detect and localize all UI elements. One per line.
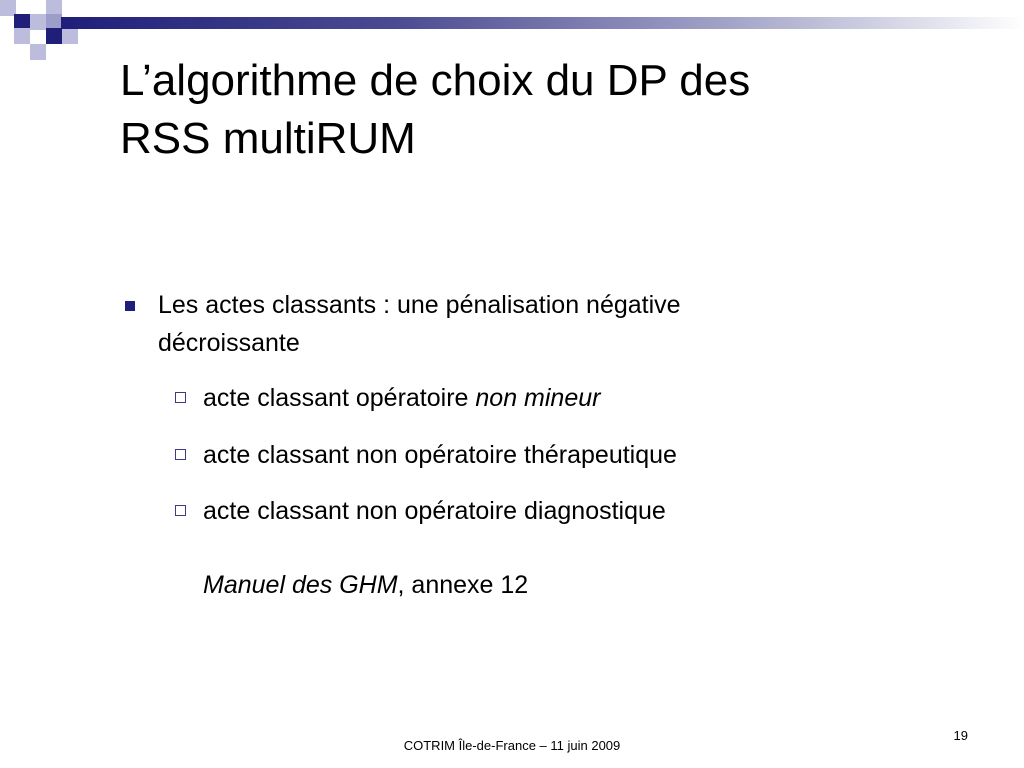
bullet-text [158, 286, 880, 362]
slide-footer: COTRIM Île-de-France – 11 juin 2009 [403, 738, 621, 753]
subbullet-text-plain: acte classant opératoire [203, 384, 476, 412]
corner-deco-square [30, 44, 46, 60]
reference-note [203, 570, 528, 600]
square-bullet-icon [125, 301, 135, 311]
reference-suffix: , annexe 12 [397, 571, 529, 599]
page-number: 19 [953, 728, 968, 743]
slide-title-line: RSS multiRUM [120, 114, 416, 163]
corner-deco-square [46, 28, 62, 44]
bullet-text-line: Les actes classants : une pénalisation négative [158, 291, 681, 319]
header-gradient-band [61, 17, 1024, 29]
subbullet-text-italic: non mineur [475, 384, 601, 412]
corner-deco-square [14, 28, 30, 44]
bullet-text-line: décroissante [158, 329, 300, 357]
bullet-item [120, 286, 880, 362]
corner-deco-square [30, 14, 46, 30]
reference-title: Manuel des GHM [203, 571, 398, 599]
subbullet-item [175, 383, 895, 413]
subbullet-text [203, 383, 895, 413]
slide-title-line: L’algorithme de choix du DP des [120, 56, 751, 105]
subbullet-text: acte classant non opératoire thérapeutique [203, 441, 677, 469]
hollow-square-bullet-icon [175, 449, 186, 460]
corner-deco-square [62, 28, 78, 44]
subbullet-item [175, 496, 895, 526]
subbullet-item [175, 440, 895, 470]
hollow-square-bullet-icon [175, 392, 186, 403]
subbullet-text: acte classant non opératoire diagnostique [203, 497, 666, 525]
slide-title [120, 52, 940, 168]
hollow-square-bullet-icon [175, 505, 186, 516]
